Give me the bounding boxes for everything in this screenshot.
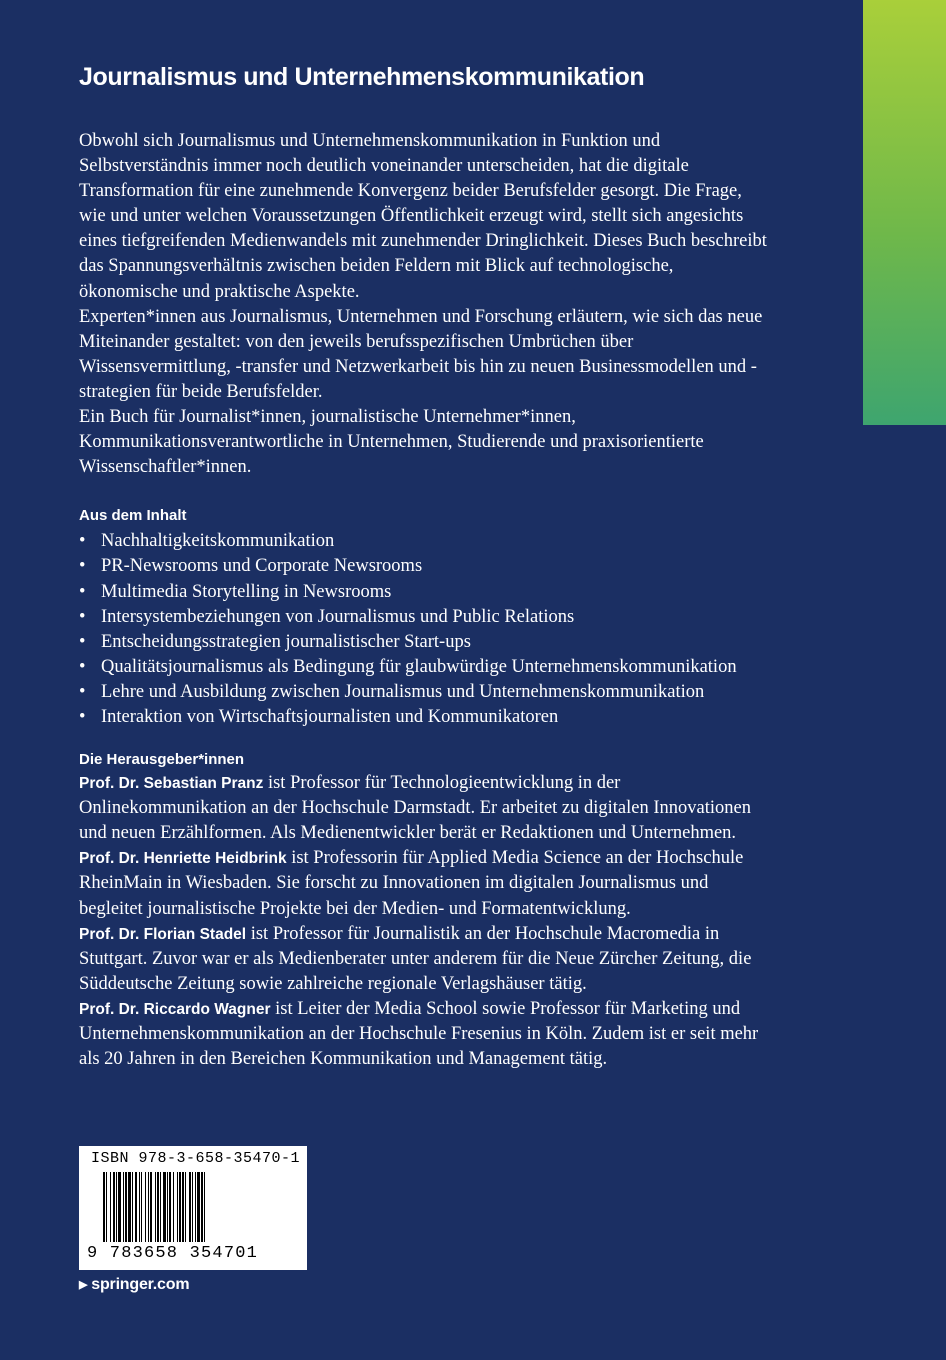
barcode-bar	[185, 1172, 186, 1242]
barcode-bar	[160, 1172, 161, 1242]
editor-bio: Prof. Dr. Sebastian Pranz ist Professor für Technologieentwicklung in der Onlinekommunikation an der Hochschule Darmstadt. Er arbeitet zu digitalen Innovationen und neuen Erzählformen. Als Medienentwickler berät er Redaktionen und Unternehmen.	[79, 773, 751, 844]
bullet-icon: •	[79, 681, 86, 702]
barcode-bar	[148, 1172, 149, 1242]
bullet-icon: •	[79, 606, 86, 627]
barcode-bar	[123, 1172, 124, 1242]
barcode-bar	[192, 1172, 193, 1242]
barcode-bar	[177, 1172, 178, 1242]
barcode-digits: 9 783658 354701	[87, 1244, 259, 1263]
contents-list	[79, 529, 769, 730]
barcode-bar	[189, 1172, 191, 1242]
barcode-bar	[197, 1172, 200, 1242]
publisher-link[interactable]	[79, 1276, 189, 1294]
barcode-bar	[204, 1172, 205, 1242]
barcode-bar	[116, 1172, 117, 1242]
barcode-bar	[125, 1172, 127, 1242]
bullet-icon: •	[79, 556, 86, 577]
editors-list	[79, 771, 769, 1072]
list-item: • Intersystembeziehungen von Journalismus und Public Relations	[79, 605, 769, 630]
barcode-bar	[103, 1172, 105, 1242]
barcode-bar	[110, 1172, 111, 1242]
editor-bio: Prof. Dr. Riccardo Wagner ist Leiter der Media School sowie Professor für Marketing und Unternehmenskommunikation an der Hochschule Fresenius in Köln. Zudem ist er seit mehr als 20 Jahren in den Bereichen Kommunikation und Management tätig.	[79, 998, 759, 1070]
editor-bio: Prof. Dr. Henriette Heidbrink ist Professorin für Applied Media Science an der Hochschule RheinMain in Wiesbaden. Sie forscht zu Innovationen im digitalen Journalismus und begleitet journalistische Projekte bei der Medien- und Formatentwicklung.	[79, 848, 744, 919]
barcode-bar	[201, 1172, 203, 1242]
barcode-bar	[182, 1172, 184, 1242]
barcode-bar	[118, 1172, 121, 1242]
barcode-bar	[113, 1172, 115, 1242]
bullet-icon: •	[79, 706, 86, 727]
barcode-bar	[132, 1172, 133, 1242]
barcode-bar	[135, 1172, 137, 1242]
editor-name: Prof. Dr. Henriette Heidbrink	[79, 850, 287, 868]
barcode-bar	[169, 1172, 171, 1242]
back-cover-text	[79, 60, 769, 1072]
editor-name: Prof. Dr. Riccardo Wagner	[79, 1000, 271, 1018]
barcode-bar	[195, 1172, 196, 1242]
intro-paragraph: Obwohl sich Journalismus und Unternehmenskommunikation in Funktion und Selbstverständnis immer noch deutlich voneinander unterscheiden, hat die digitale Transformation für eine zunehmende Konvergenz beider Berufsfelder gesorgt. Die Frage, wie und unter welchen Voraussetzungen Öffentlichkeit erzeugt wird, stellt sich angesichts eines tiefgreifenden Medienwandels mit zunehmender Dringlichkeit. Dieses Buch beschreibt das Spannungsverhältnis zwischen beiden Feldern mit Blick auf technologische, ökonomische und praktische Aspekte.	[79, 131, 767, 302]
barcode-bar	[141, 1172, 142, 1242]
barcode-bar	[173, 1172, 174, 1242]
barcode-bar	[145, 1172, 146, 1242]
editors-heading: Die Herausgeber*innen	[79, 751, 245, 769]
barcode	[103, 1172, 299, 1242]
editor-name: Prof. Dr. Florian Stadel	[79, 925, 247, 943]
intro-paragraph: Experten*innen aus Journalismus, Unternehmen und Forschung erläutern, wie sich das neue Miteinander gestaltet: von den jeweils berufsspezifischen Umbrüchen über Wissensvermittlung, -transfer und Netzwerkarbeit bis hin zu neuen Businessmodellen und -strategien für beide Berufsfelder.	[79, 306, 763, 402]
contents-heading: Aus dem Inhalt	[79, 507, 187, 525]
list-item: • Interaktion von Wirtschaftsjournalisten und Kommunikatoren	[79, 705, 769, 730]
barcode-bar	[155, 1172, 156, 1242]
editor-bio: Prof. Dr. Florian Stadel ist Professor für Journalistik an der Hochschule Macromedia in Stuttgart. Zuvor war er als Medienberater unter anderem für die Neue Zürcher Zeitung, die Süddeutsche Zeitung sowie zahlreiche regionale Verlagshäuser tätig.	[79, 923, 752, 994]
bullet-icon: •	[79, 631, 86, 652]
list-item: • Nachhaltigkeitskommunikation	[79, 529, 769, 554]
intro-text	[79, 129, 769, 480]
publisher-url: springer.com	[91, 1276, 190, 1293]
list-item: • PR-Newsrooms und Corporate Newsrooms	[79, 554, 769, 579]
barcode-bar	[128, 1172, 131, 1242]
barcode-bar	[167, 1172, 168, 1242]
barcode-bar	[106, 1172, 107, 1242]
book-title: Journalismus und Unternehmenskommunikation	[79, 63, 645, 91]
barcode-bar	[157, 1172, 159, 1242]
bullet-icon: •	[79, 531, 86, 552]
barcode-bar	[179, 1172, 181, 1242]
barcode-bar	[150, 1172, 152, 1242]
editor-name: Prof. Dr. Sebastian Pranz	[79, 775, 264, 793]
list-item: • Qualitätsjournalismus als Bedingung für glaubwürdige Unternehmenskommunikation	[79, 655, 769, 680]
list-item: • Lehre und Ausbildung zwischen Journalismus und Unternehmenskommunikation	[79, 680, 769, 705]
bullet-icon: •	[79, 656, 86, 677]
isbn-number: ISBN 978-3-658-35470-1	[91, 1150, 301, 1167]
barcode-bar	[139, 1172, 140, 1242]
list-item: • Multimedia Storytelling in Newsrooms	[79, 580, 769, 605]
bullet-icon: •	[79, 581, 86, 602]
accent-color-bar	[863, 0, 946, 425]
isbn-barcode-box	[79, 1146, 307, 1270]
list-item: • Entscheidungsstrategien journalistischer Start-ups	[79, 630, 769, 655]
intro-paragraph: Ein Buch für Journalist*innen, journalistische Unternehmer*innen, Kommunikationsverantwortliche in Unternehmen, Studierende und praxisorientierte Wissenschaftler*innen.	[79, 407, 704, 478]
barcode-bar	[163, 1172, 166, 1242]
arrow-icon: ▶	[79, 1279, 88, 1291]
